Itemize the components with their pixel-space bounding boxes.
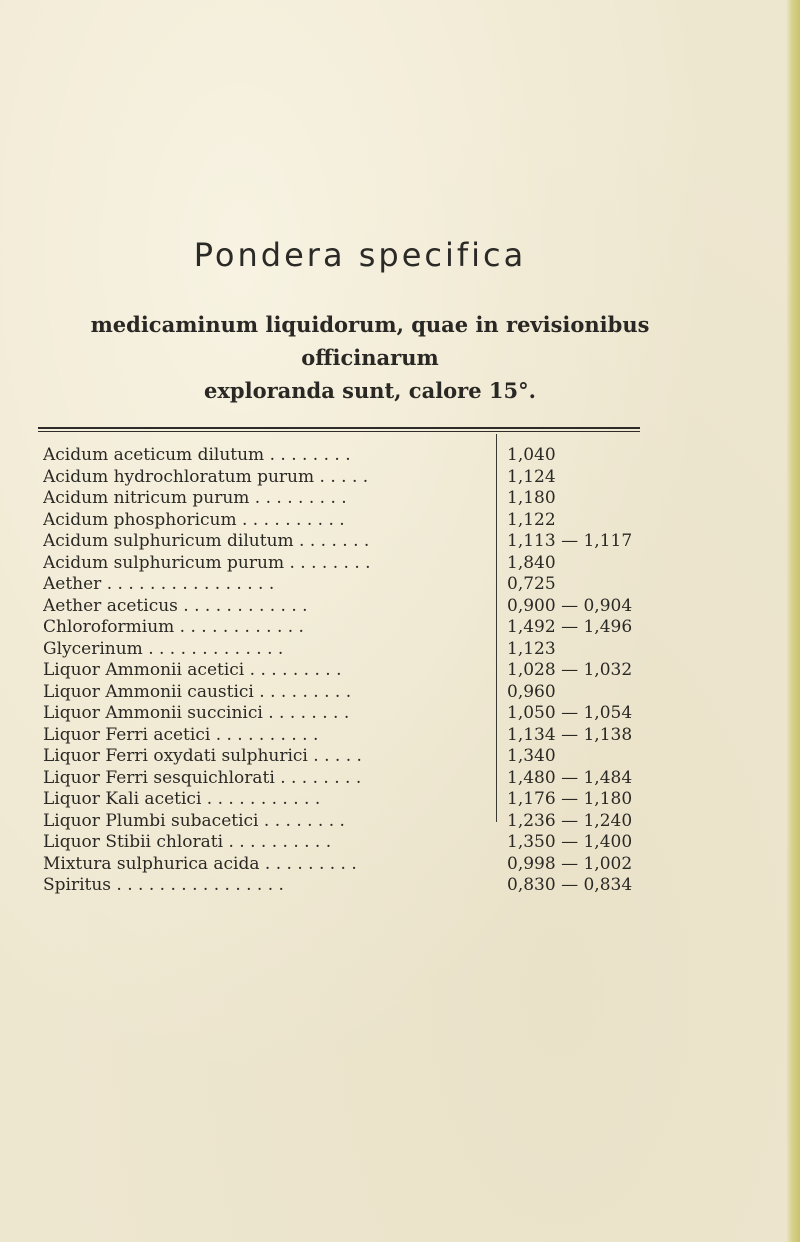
table-row xyxy=(43,660,663,682)
subtitle-line-2: exploranda sunt, calore 15°. xyxy=(204,378,536,403)
specific-gravity: 0,725 xyxy=(507,574,556,594)
substance-name: Acidum sulphuricum dilutum . . . . . . . xyxy=(43,531,370,551)
specific-gravity: 0,960 xyxy=(507,681,556,702)
substance-name: Liquor Ferri sesquichlorati . . . . . . . . xyxy=(43,767,362,788)
substance-name: Liquor Ammonii succinici . . . . . . . . xyxy=(43,703,350,723)
table-row xyxy=(43,746,663,768)
table-row xyxy=(43,725,663,747)
table-row xyxy=(43,531,663,553)
table-row xyxy=(43,875,663,897)
substance-name: Spiritus . . . . . . . . . . . . . . . . xyxy=(43,875,284,895)
substance-name: Liquor Ferri acetici . . . . . . . . . . xyxy=(43,724,319,745)
substance-name: Acidum aceticum dilutum . . . . . . . . xyxy=(43,445,351,465)
specific-gravity: 1,028 — 1,032 xyxy=(507,660,633,680)
substance-name: Liquor Plumbi subacetici . . . . . . . . xyxy=(43,810,345,831)
substance-name: Aether . . . . . . . . . . . . . . . . xyxy=(43,574,275,594)
specific-gravity: 0,900 — 0,904 xyxy=(507,595,633,616)
table-row xyxy=(43,811,663,833)
table-row xyxy=(43,574,663,596)
specific-gravity: 1,350 — 1,400 xyxy=(507,832,633,852)
specific-gravity: 0,830 — 0,834 xyxy=(507,875,633,895)
page-edge xyxy=(786,0,800,1242)
table-row xyxy=(43,768,663,790)
substance-name: Acidum hydrochloratum purum . . . . . xyxy=(43,466,369,487)
table-row xyxy=(43,682,663,704)
substance-name: Chloroformium . . . . . . . . . . . . xyxy=(43,617,304,637)
substance-name: Liquor Ammonii acetici . . . . . . . . . xyxy=(43,660,342,680)
substance-name: Glycerinum . . . . . . . . . . . . . xyxy=(43,638,284,659)
table-row xyxy=(43,639,663,661)
specific-gravity: 1,176 — 1,180 xyxy=(507,789,633,809)
table-top-rule xyxy=(38,427,640,429)
substance-name: Liquor Kali acetici . . . . . . . . . . . xyxy=(43,789,321,809)
substance-name: Acidum phosphoricum . . . . . . . . . . xyxy=(43,509,345,530)
specific-gravity: 1,480 — 1,484 xyxy=(507,767,633,788)
specific-gravity: 1,122 xyxy=(507,509,556,530)
table-row xyxy=(43,617,663,639)
table-row xyxy=(43,488,663,510)
table-row xyxy=(43,510,663,532)
substance-name: Mixtura sulphurica acida . . . . . . . . . xyxy=(43,853,357,874)
specific-gravity: 1,180 xyxy=(507,488,556,508)
table-row xyxy=(43,553,663,575)
gravity-table xyxy=(43,445,663,897)
specific-gravity: 1,040 xyxy=(507,445,556,465)
table-row xyxy=(43,832,663,854)
substance-name: Liquor Stibii chlorati . . . . . . . . . . xyxy=(43,832,332,852)
table-row xyxy=(43,467,663,489)
substance-name: Liquor Ammonii caustici . . . . . . . . . xyxy=(43,681,352,702)
specific-gravity: 1,492 — 1,496 xyxy=(507,617,633,637)
specific-gravity: 1,236 — 1,240 xyxy=(507,810,633,831)
page-subtitle xyxy=(40,308,700,407)
specific-gravity: 1,123 xyxy=(507,638,556,659)
specific-gravity: 1,134 — 1,138 xyxy=(507,724,633,745)
substance-name: Acidum sulphuricum purum . . . . . . . . xyxy=(43,552,371,573)
substance-name: Liquor Ferri oxydati sulphurici . . . . . xyxy=(43,746,362,766)
specific-gravity: 1,840 xyxy=(507,552,556,573)
table-row xyxy=(43,445,663,467)
table-top-rule-thin xyxy=(38,431,640,432)
substance-name: Aether aceticus . . . . . . . . . . . . xyxy=(43,595,308,616)
table-row xyxy=(43,703,663,725)
table-row xyxy=(43,596,663,618)
table-row xyxy=(43,854,663,876)
specific-gravity: 1,124 xyxy=(507,466,556,487)
substance-name: Acidum nitricum purum . . . . . . . . . xyxy=(43,488,347,508)
subtitle-line-1: medicaminum liquidorum, quae in revisionibus officinarum xyxy=(90,312,650,370)
specific-gravity: 1,113 — 1,117 xyxy=(507,531,633,551)
table-row xyxy=(43,789,663,811)
specific-gravity: 1,050 — 1,054 xyxy=(507,703,633,723)
specific-gravity: 1,340 xyxy=(507,746,556,766)
specific-gravity: 0,998 — 1,002 xyxy=(507,853,633,874)
page-title: Pondera specifica xyxy=(193,236,527,274)
